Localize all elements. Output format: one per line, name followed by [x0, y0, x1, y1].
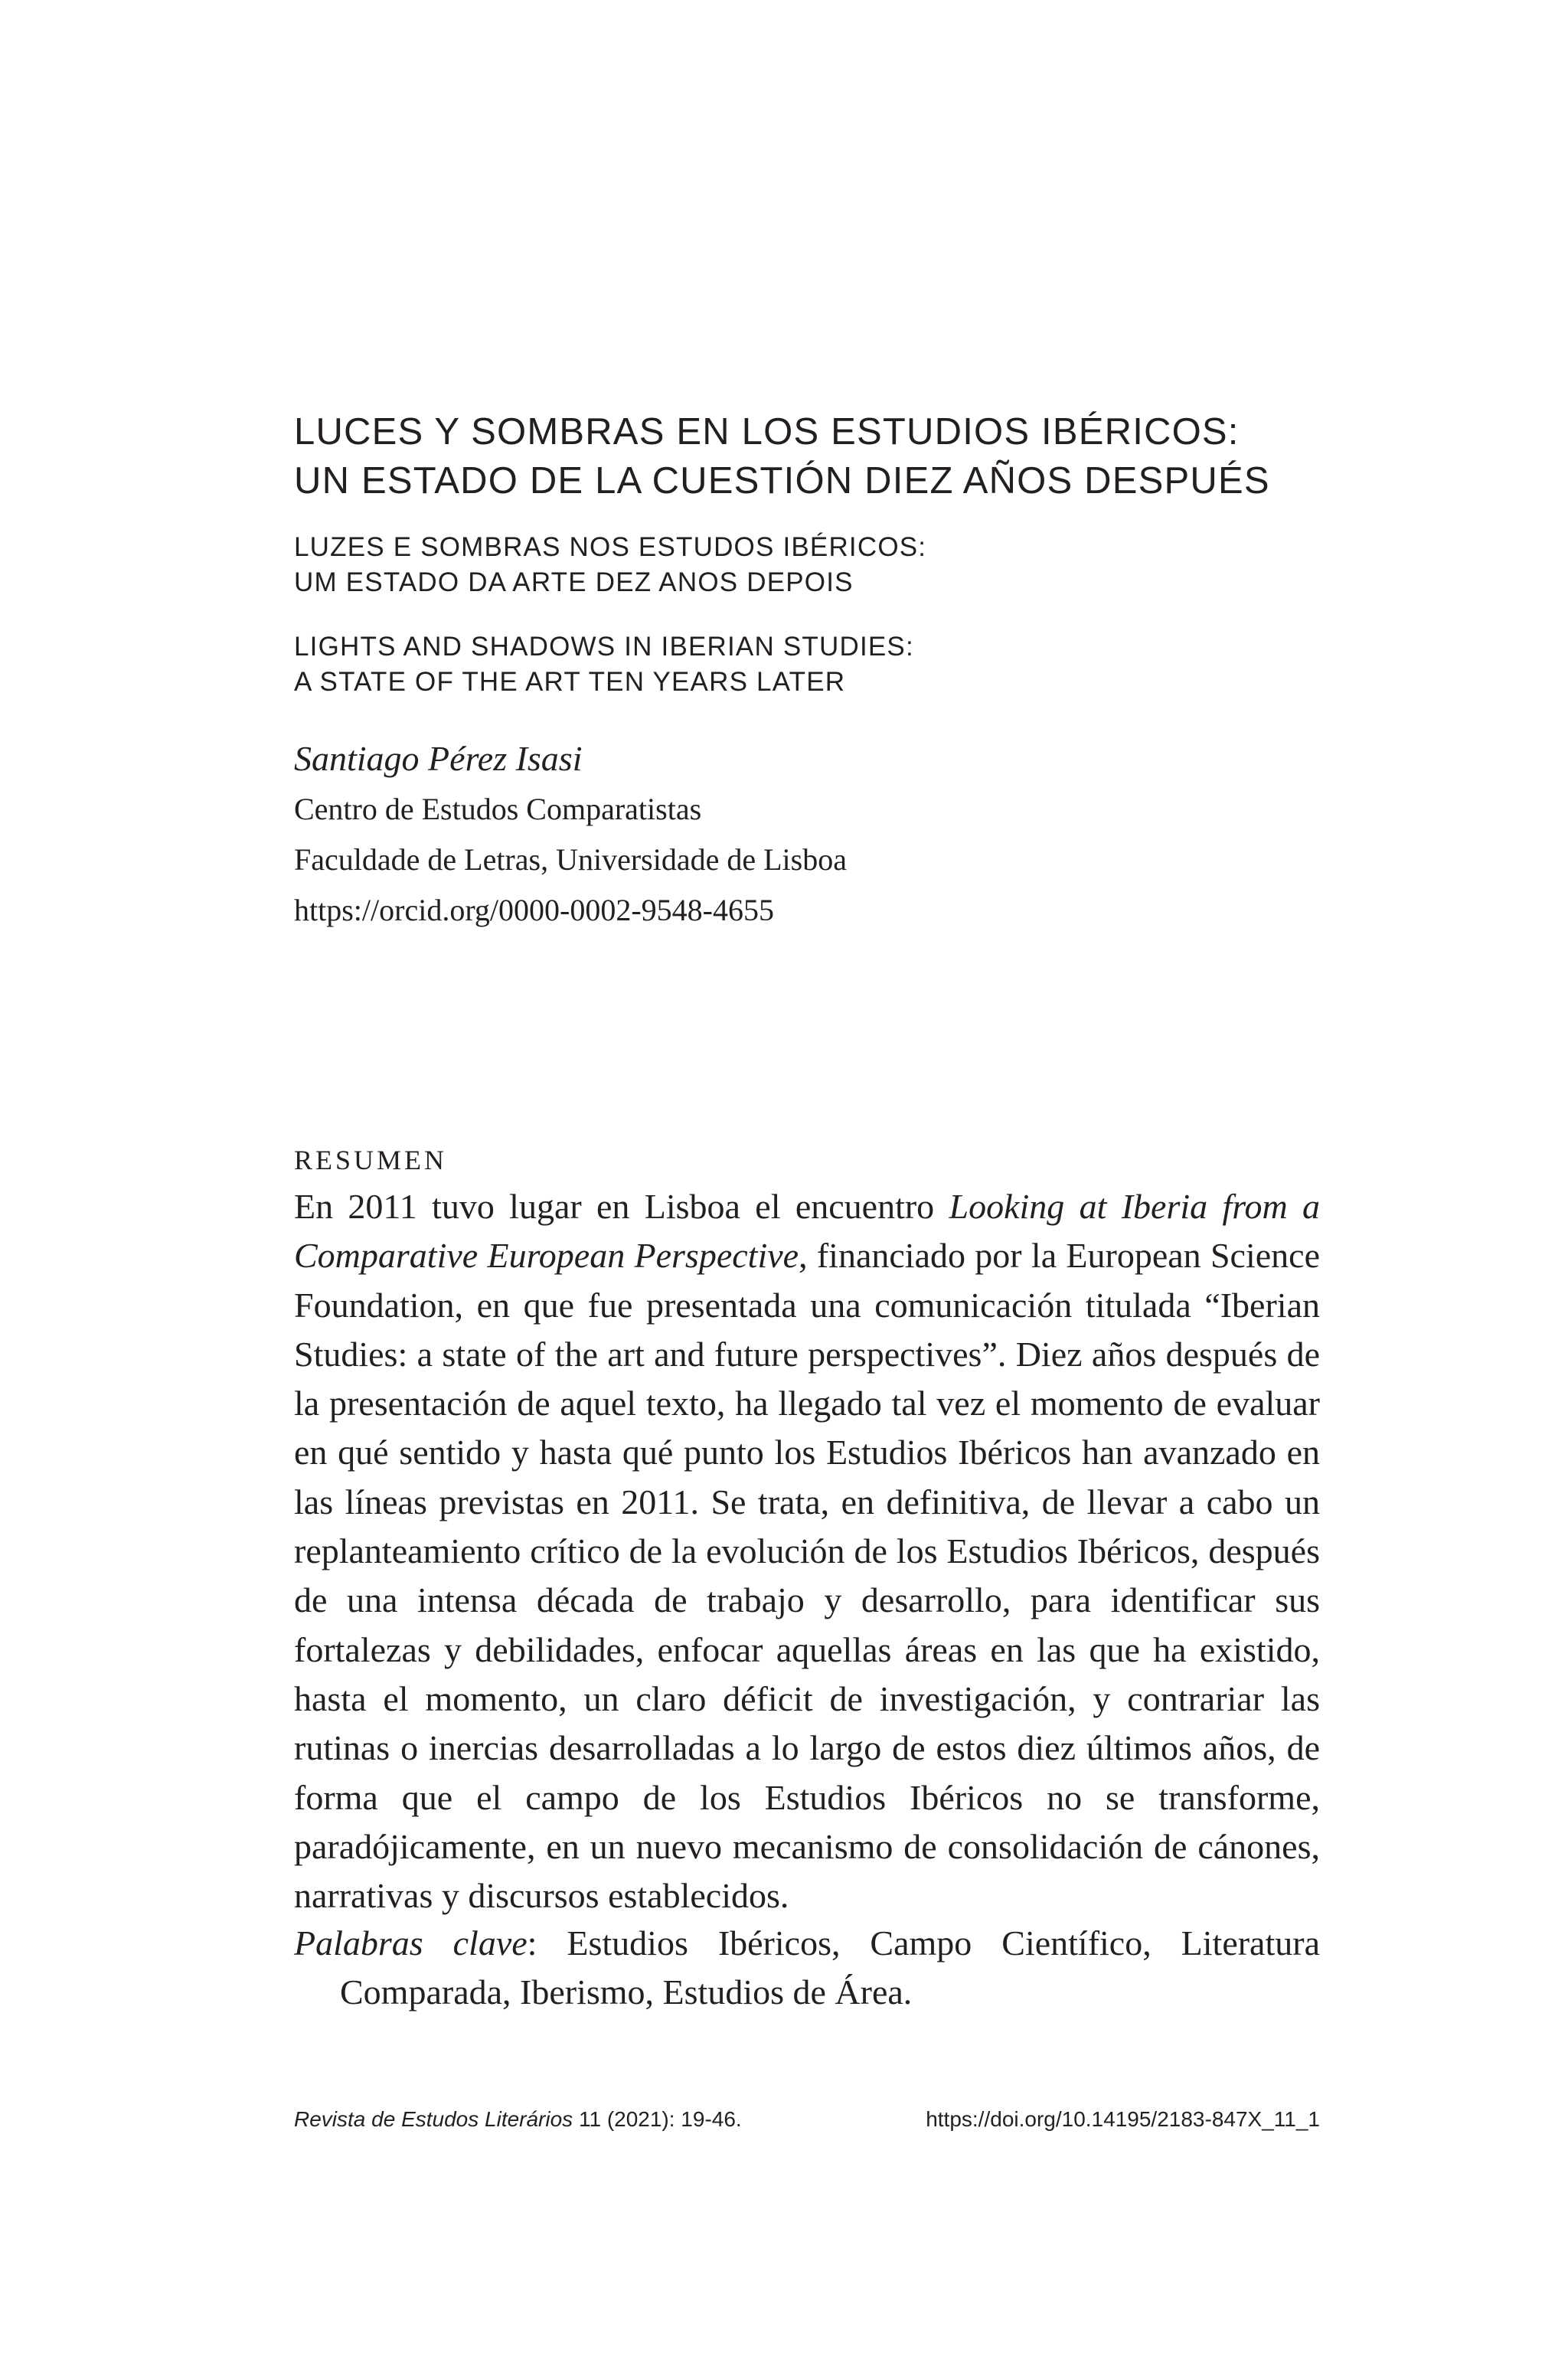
title-spanish — [294, 407, 1366, 505]
keywords-list: Estudios Ibéricos, Campo Científico, Literatura Comparada, Iberismo, Estudios de Área. — [340, 1923, 1320, 2011]
author-orcid-link[interactable]: https://orcid.org/0000-0002-9548-4655 — [294, 893, 774, 927]
abstract-text-start: En 2011 tuvo lugar en Lisboa el encuentro — [294, 1187, 949, 1226]
title-spanish-line2: UN ESTADO DE LA CUESTIÓN DIEZ AÑOS DESPUÉS — [294, 460, 1270, 502]
keywords — [294, 1919, 1320, 2017]
author-block — [294, 734, 1366, 936]
title-spanish-line1: LUCES Y SOMBRAS EN LOS ESTUDIOS IBÉRICOS: — [294, 411, 1240, 453]
abstract-text-rest: , financiado por la European Science Foundation, en que fue presentada una comunicación titulada “Iberian Studies: a state of the art and future perspectives”. Diez años después de la presentación de aquel texto, ha llegado tal vez el momento de evaluar en qué sentido y hasta qué punto los Estudios Ibéricos han avanzado en las líneas previstas en 2011. Se trata, en definitiva, de llevar a cabo un replanteamiento crítico de la evolución de los Estudios Ibéricos, después de una intensa década de trabajo y desarrollo, para identificar sus fortalezas y debilidades, enfocar aquellas áreas en las que ha existido, hasta el momento, un claro déficit de investigación, y contrariar las rutinas o inercias desarrolladas a lo largo de estos diez últimos años, de forma que el campo de los Estudios Ibéricos no se transforme, paradójicamente, en un nuevo mecanismo de consolidación de cánones, narrativas y discursos establecidos. — [294, 1236, 1320, 1916]
footer-journal-name: Revista de Estudos Literários — [294, 2107, 573, 2131]
abstract-body — [294, 1182, 1320, 1920]
keywords-label: Palabras clave — [294, 1923, 528, 1962]
author-affiliation-center: Centro de Estudos Comparatistas — [294, 792, 702, 826]
keywords-separator: : — [527, 1923, 567, 1962]
author-name: Santiago Pérez Isasi — [294, 739, 583, 778]
abstract-section — [294, 1141, 1320, 1920]
title-english — [294, 629, 1366, 700]
title-english-line1: LIGHTS AND SHADOWS IN IBERIAN STUDIES: — [294, 632, 914, 662]
title-portuguese — [294, 530, 1366, 600]
footer-doi-link[interactable]: https://doi.org/10.14195/2183-847X_11_1 — [926, 2107, 1320, 2131]
title-portuguese-line1: LUZES E SOMBRAS NOS ESTUDOS IBÉRICOS: — [294, 532, 927, 562]
author-affiliation-faculty: Faculdade de Letras, Universidade de Lisboa — [294, 842, 847, 877]
abstract-conference-title: Looking at Iberia from a Comparative European Perspective — [294, 1187, 1320, 1276]
footer-volume-pages: 11 (2021): 19-46. — [573, 2107, 742, 2131]
abstract-heading: RESUMEN — [294, 1145, 448, 1175]
footer-citation — [294, 2104, 742, 2135]
title-portuguese-line2: UM ESTADO DA ARTE DEZ ANOS DEPOIS — [294, 567, 854, 597]
title-english-line2: A STATE OF THE ART TEN YEARS LATER — [294, 667, 846, 697]
